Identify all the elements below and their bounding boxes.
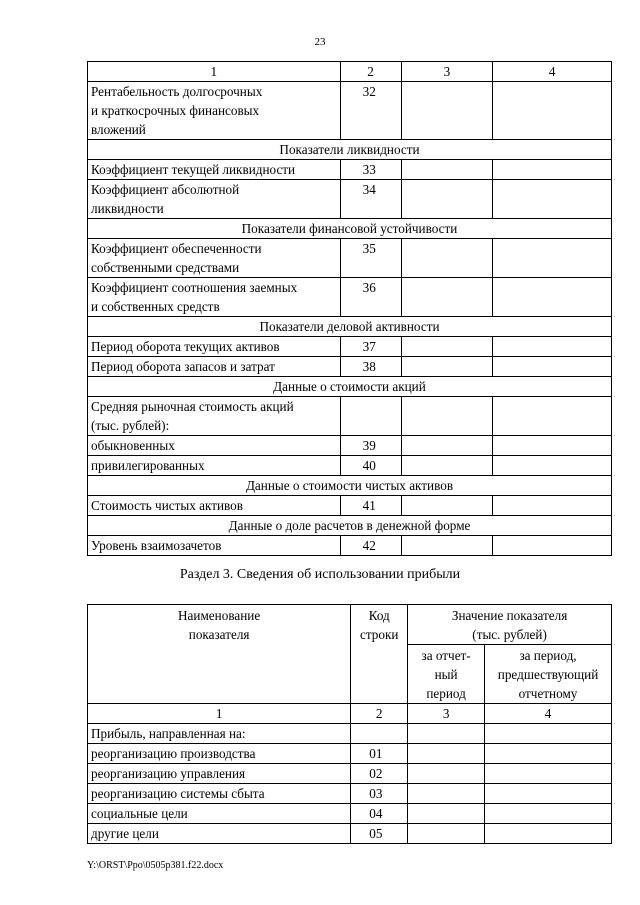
table-row xyxy=(88,82,612,140)
value-cell-col3 xyxy=(401,496,493,516)
value-cell-previous xyxy=(485,724,612,744)
table-row xyxy=(88,278,612,317)
value-cell-previous xyxy=(485,744,612,764)
indicator-label xyxy=(88,456,341,476)
section-3-title: Раздел 3. Сведения об использовании прибыли xyxy=(179,567,461,582)
row-code: 39 xyxy=(340,436,401,456)
column-number: 3 xyxy=(408,704,485,724)
indicator-name-header xyxy=(88,605,351,704)
row-code: 02 xyxy=(351,764,408,784)
row-code: 33 xyxy=(340,160,401,180)
label-line: ликвидности xyxy=(91,201,164,216)
section-heading: Данные о доле расчетов в денежной форме xyxy=(88,516,612,536)
indicator-label xyxy=(88,180,341,219)
section-header-row xyxy=(88,317,612,337)
value-cell-col3 xyxy=(401,397,493,436)
section-header-row xyxy=(88,516,612,536)
header-cell: 1 xyxy=(88,62,341,82)
value-cell-previous xyxy=(485,824,612,844)
column-number: 1 xyxy=(88,704,351,724)
indicator-label xyxy=(88,278,341,317)
previous-period-header xyxy=(485,645,612,704)
section-heading: Данные о стоимости чистых активов xyxy=(88,476,612,496)
column-numbers-row xyxy=(88,704,612,724)
section-heading: Показатели ликвидности xyxy=(88,140,612,160)
current-period-header xyxy=(408,645,485,704)
table-row xyxy=(88,496,612,516)
table-row xyxy=(88,180,612,219)
row-code: 35 xyxy=(340,239,401,278)
value-cell-current xyxy=(408,764,485,784)
table-row xyxy=(88,764,612,784)
row-code: 41 xyxy=(340,496,401,516)
indicator-label: социальные цели xyxy=(88,804,351,824)
value-cell-current xyxy=(408,724,485,744)
label-line: Стоимость чистых активов xyxy=(91,498,243,513)
value-cell-col3 xyxy=(401,436,493,456)
row-code: 03 xyxy=(351,784,408,804)
table-row xyxy=(88,536,612,556)
indicator-label: реорганизацию управления xyxy=(88,764,351,784)
value-cell-col4 xyxy=(493,337,612,357)
label-line: собственными средствами xyxy=(91,260,240,275)
indicator-label xyxy=(88,82,341,140)
indicator-label xyxy=(88,496,341,516)
value-cell-col4 xyxy=(493,180,612,219)
value-cell-current xyxy=(408,804,485,824)
column-number: 2 xyxy=(351,704,408,724)
row-code: 38 xyxy=(340,357,401,377)
label-line: привилегированных xyxy=(91,458,205,473)
table-header-row xyxy=(88,62,612,82)
row-code: 04 xyxy=(351,804,408,824)
label-line: Период оборота запасов и затрат xyxy=(91,359,275,374)
value-cell-col3 xyxy=(401,82,493,140)
indicator-label xyxy=(88,536,341,556)
table-row xyxy=(88,724,612,744)
label-line: Период оборота текущих активов xyxy=(91,339,280,354)
indicator-label: реорганизацию системы сбыта xyxy=(88,784,351,804)
value-cell-col3 xyxy=(401,337,493,357)
table-row xyxy=(88,397,612,436)
indicator-label xyxy=(88,337,341,357)
value-cell-col4 xyxy=(493,456,612,476)
value-cell-col4 xyxy=(493,160,612,180)
value-cell-col3 xyxy=(401,180,493,219)
value-cell-col3 xyxy=(401,160,493,180)
value-cell-col4 xyxy=(493,397,612,436)
section-heading: Данные о стоимости акций xyxy=(88,377,612,397)
value-cell-current xyxy=(408,784,485,804)
indicator-label: реорганизацию производства xyxy=(88,744,351,764)
value-cell-col4 xyxy=(493,536,612,556)
label-line: Коэффициент абсолютной xyxy=(91,182,240,197)
value-cell-col3 xyxy=(401,239,493,278)
row-code xyxy=(351,724,408,744)
value-cell-col3 xyxy=(401,456,493,476)
header-cell: 2 xyxy=(340,62,401,82)
label-line: Рентабельность долгосрочных xyxy=(91,84,263,99)
section-heading: Показатели финансовой устойчивости xyxy=(88,219,612,239)
section-header-row xyxy=(88,377,612,397)
value-cell-col4 xyxy=(493,496,612,516)
value-cell-previous xyxy=(485,764,612,784)
value-cell-col4 xyxy=(493,82,612,140)
page-number: 23 xyxy=(314,36,326,48)
indicators-table xyxy=(87,61,612,556)
row-code-header xyxy=(351,605,408,704)
row-code: 42 xyxy=(340,536,401,556)
label-line: обыкновенных xyxy=(91,438,175,453)
label-line: Средняя рыночная стоимость акций xyxy=(91,399,294,414)
indicator-label: другие цели xyxy=(88,824,351,844)
header-cell: 4 xyxy=(493,62,612,82)
indicator-label xyxy=(88,357,341,377)
row-code: 37 xyxy=(340,337,401,357)
value-cell-previous xyxy=(485,804,612,824)
footer-file-path: Y:\ORST\Ppo\0505p381.f22.docx xyxy=(87,860,224,871)
value-cell-current xyxy=(408,824,485,844)
label-line: Коэффициент текущей ликвидности xyxy=(91,162,296,177)
section-header-row xyxy=(88,140,612,160)
value-cell-col4 xyxy=(493,239,612,278)
indicator-label: Прибыль, направленная на: xyxy=(88,724,351,744)
indicator-label xyxy=(88,397,341,436)
header-text: Наименование показателя xyxy=(178,608,261,642)
value-cell-previous xyxy=(485,784,612,804)
header-text: за отчет- ный период xyxy=(421,648,471,701)
table-row xyxy=(88,784,612,804)
value-cell-col3 xyxy=(401,536,493,556)
row-code: 05 xyxy=(351,824,408,844)
row-code: 32 xyxy=(340,82,401,140)
label-line: Коэффициент соотношения заемных xyxy=(91,280,298,295)
row-code: 40 xyxy=(340,456,401,476)
table-row xyxy=(88,744,612,764)
table-row xyxy=(88,456,612,476)
header-text: за период, предшествующий отчетному xyxy=(497,648,599,701)
table-row xyxy=(88,239,612,278)
header-text: Код строки xyxy=(360,608,399,642)
row-code: 01 xyxy=(351,744,408,764)
table-row xyxy=(88,160,612,180)
table-row xyxy=(88,436,612,456)
row-code xyxy=(340,397,401,436)
row-code: 34 xyxy=(340,180,401,219)
value-cell-current xyxy=(408,744,485,764)
value-cell-col4 xyxy=(493,278,612,317)
header-cell: 3 xyxy=(401,62,493,82)
value-cell-col3 xyxy=(401,357,493,377)
header-text: Значение показателя (тыс. рублей) xyxy=(451,608,568,642)
label-line: вложений xyxy=(91,122,146,137)
label-line: Коэффициент обеспеченности xyxy=(91,241,262,256)
value-cell-col4 xyxy=(493,436,612,456)
row-code: 36 xyxy=(340,278,401,317)
section-header-row xyxy=(88,476,612,496)
table-header-row xyxy=(88,605,612,645)
value-cell-col4 xyxy=(493,357,612,377)
label-line: (тыс. рублей): xyxy=(91,418,170,433)
label-line: и собственных средств xyxy=(91,299,220,314)
section-header-row xyxy=(88,219,612,239)
indicator-label xyxy=(88,436,341,456)
label-line: Уровень взаимозачетов xyxy=(91,538,222,553)
table-row xyxy=(88,824,612,844)
profit-usage-table xyxy=(87,604,612,844)
indicator-label xyxy=(88,239,341,278)
value-cell-col3 xyxy=(401,278,493,317)
column-number: 4 xyxy=(485,704,612,724)
value-header xyxy=(408,605,612,645)
section-heading: Показатели деловой активности xyxy=(88,317,612,337)
table-row xyxy=(88,337,612,357)
table-row xyxy=(88,357,612,377)
table-row xyxy=(88,804,612,824)
label-line: и краткосрочных финансовых xyxy=(91,103,260,118)
indicator-label xyxy=(88,160,341,180)
